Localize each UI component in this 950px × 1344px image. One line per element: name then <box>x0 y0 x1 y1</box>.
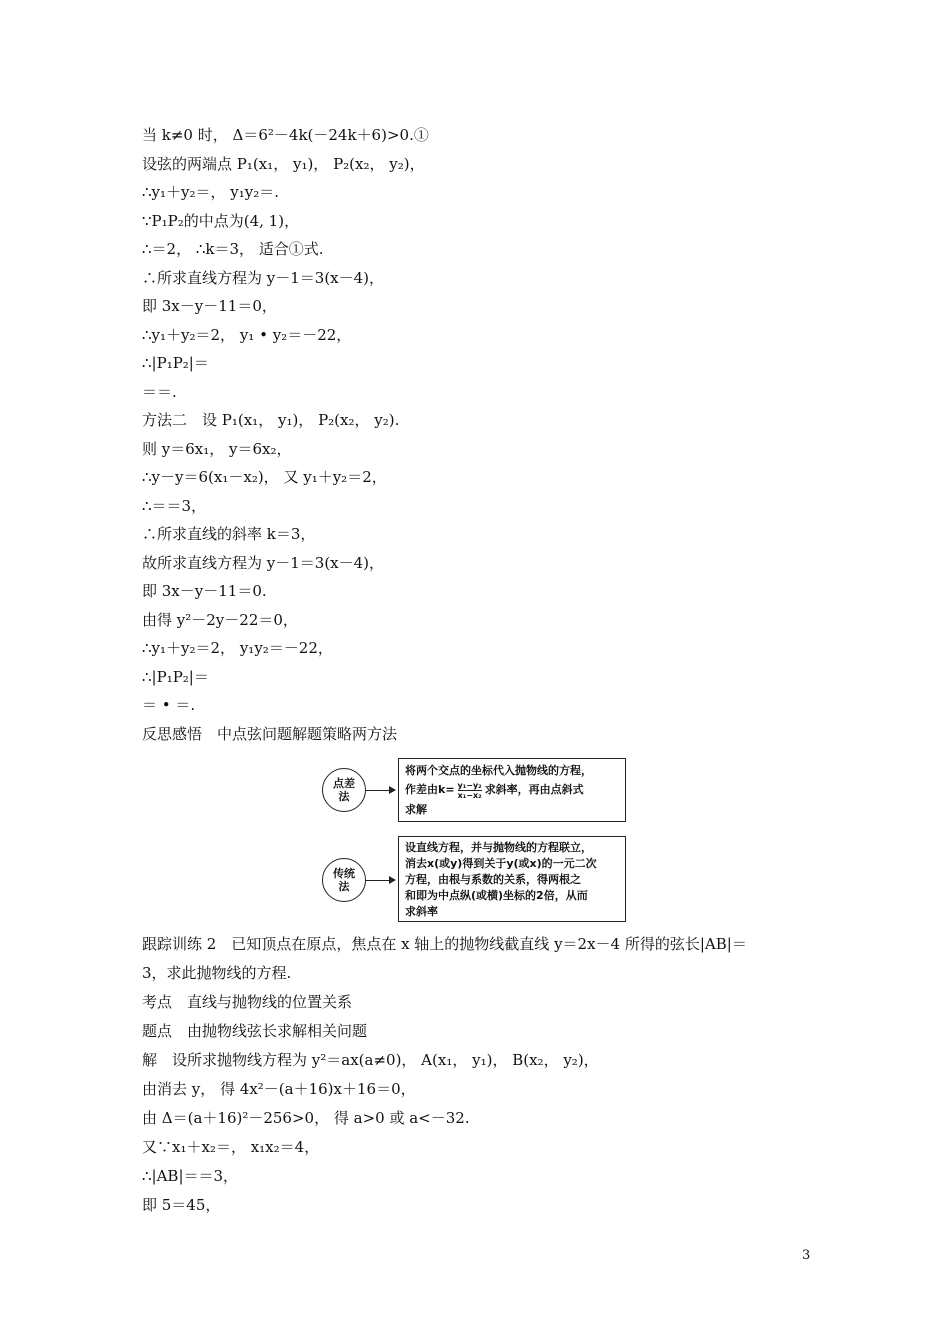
method2-arrow <box>366 880 394 881</box>
method2-line: 求斜率 <box>405 905 438 918</box>
text-line: ∴＝2， ∴k＝3， 适合①式. <box>142 240 324 258</box>
text-line: ∴y₁＋y₂＝， y₁y₂＝. <box>142 183 280 201</box>
method-diagram <box>318 758 628 924</box>
text-line: 解 设所求抛物线方程为 y²＝ax(a≠0)， A(x₁， y₁)， B(x₂， y₂)， <box>142 1051 599 1069</box>
text-line: 3，求此抛物线的方程. <box>142 964 292 982</box>
method1-box <box>398 758 626 822</box>
text-line: ∵P₁P₂的中点为(4, 1)， <box>142 211 300 230</box>
method1-text-b: 作差由k= <box>405 783 455 796</box>
method1-line-b <box>405 780 619 800</box>
text-line: 由得 y²－2y－22＝0， <box>142 610 298 629</box>
text-line: 设弦的两端点 P₁(x₁， y₁)， P₂(x₂， y₂)， <box>142 154 425 173</box>
text-line: ∴所求直线的斜率 k＝3， <box>142 525 316 543</box>
method1-line-d: 求解 <box>405 802 427 816</box>
text-line: 由消去 y， 得 4x²－(a＋16)x＋16＝0， <box>142 1080 416 1098</box>
method2-line: 方程，由根与系数的关系，得两根之 <box>405 873 581 886</box>
text-line: 即 3x－y－11＝0， <box>142 297 277 315</box>
text-line: 当 k≠0 时， Δ＝6²－4k(－24k＋6)>0.① <box>142 126 429 144</box>
fraction-denominator: x₁−x₂ <box>457 790 482 800</box>
text-line: 则 y＝6x₁， y＝6x₂， <box>142 439 292 458</box>
fraction-numerator: y₁−y₂ <box>457 780 482 790</box>
method2-box <box>398 836 626 922</box>
method2-label: 传统法 <box>333 867 355 893</box>
text-line: ∴y₁＋y₂＝2， y₁ • y₂＝－22， <box>142 325 352 344</box>
text-line: ∴|P₁P₂|＝ <box>142 354 209 372</box>
text-line: 即 5＝45， <box>142 1196 221 1214</box>
method1-arrow <box>366 790 394 791</box>
exercise-text-block <box>142 930 822 1220</box>
text-line: 考点 直线与抛物线的位置关系 <box>142 993 353 1011</box>
text-line: ＝ • ＝. <box>142 696 196 714</box>
method2-line: 和即为中点纵(或横)坐标的2倍，从而 <box>405 889 588 902</box>
text-line: ∴所求直线方程为 y－1＝3(x－4)， <box>142 268 385 287</box>
text-line: 方法二 设 P₁(x₁， y₁)， P₂(x₂， y₂). <box>142 411 400 429</box>
slope-fraction <box>458 781 482 800</box>
text-line: ＝＝. <box>142 382 177 401</box>
method1-circle <box>322 768 366 812</box>
solution-text-block <box>142 121 822 748</box>
method1-text-c: 求斜率，再由点斜式 <box>484 783 584 796</box>
text-line: ∴y₁＋y₂＝2， y₁y₂＝－22， <box>142 639 333 657</box>
method1-label: 点差法 <box>333 777 355 803</box>
exercise-title: 跟踪训练 2 已知顶点在原点，焦点在 x 轴上的抛物线截直线 y＝2x－4 所得的弦长|AB|＝ <box>142 935 747 953</box>
method2-line: 消去x(或y)得到关于y(或x)的一元二次 <box>405 857 597 870</box>
text-line: 即 3x－y－11＝0. <box>142 582 267 600</box>
reflection-heading: 反思感悟 中点弦问题解题策略两方法 <box>142 724 398 743</box>
method2-circle <box>322 858 366 902</box>
text-line: 故所求直线方程为 y－1＝3(x－4)， <box>142 553 385 572</box>
page-number: 3 <box>802 1248 811 1263</box>
text-line: ∴y－y＝6(x₁－x₂)， 又 y₁＋y₂＝2， <box>142 468 387 486</box>
text-line: 题点 由抛物线弦长求解相关问题 <box>142 1022 368 1040</box>
text-line: ∴＝＝3， <box>142 496 207 515</box>
method1-line-a: 将两个交点的坐标代入抛物线的方程， <box>405 764 592 777</box>
text-line: 由 Δ＝(a＋16)²－256>0， 得 a>0 或 a<－32. <box>142 1109 470 1127</box>
text-line: 又∵x₁＋x₂＝， x₁x₂＝4， <box>142 1138 320 1156</box>
method2-line: 设直线方程，并与抛物线的方程联立， <box>405 841 592 854</box>
text-line: ∴|AB|＝＝3， <box>142 1167 239 1185</box>
text-line: ∴|P₁P₂|＝ <box>142 667 209 686</box>
